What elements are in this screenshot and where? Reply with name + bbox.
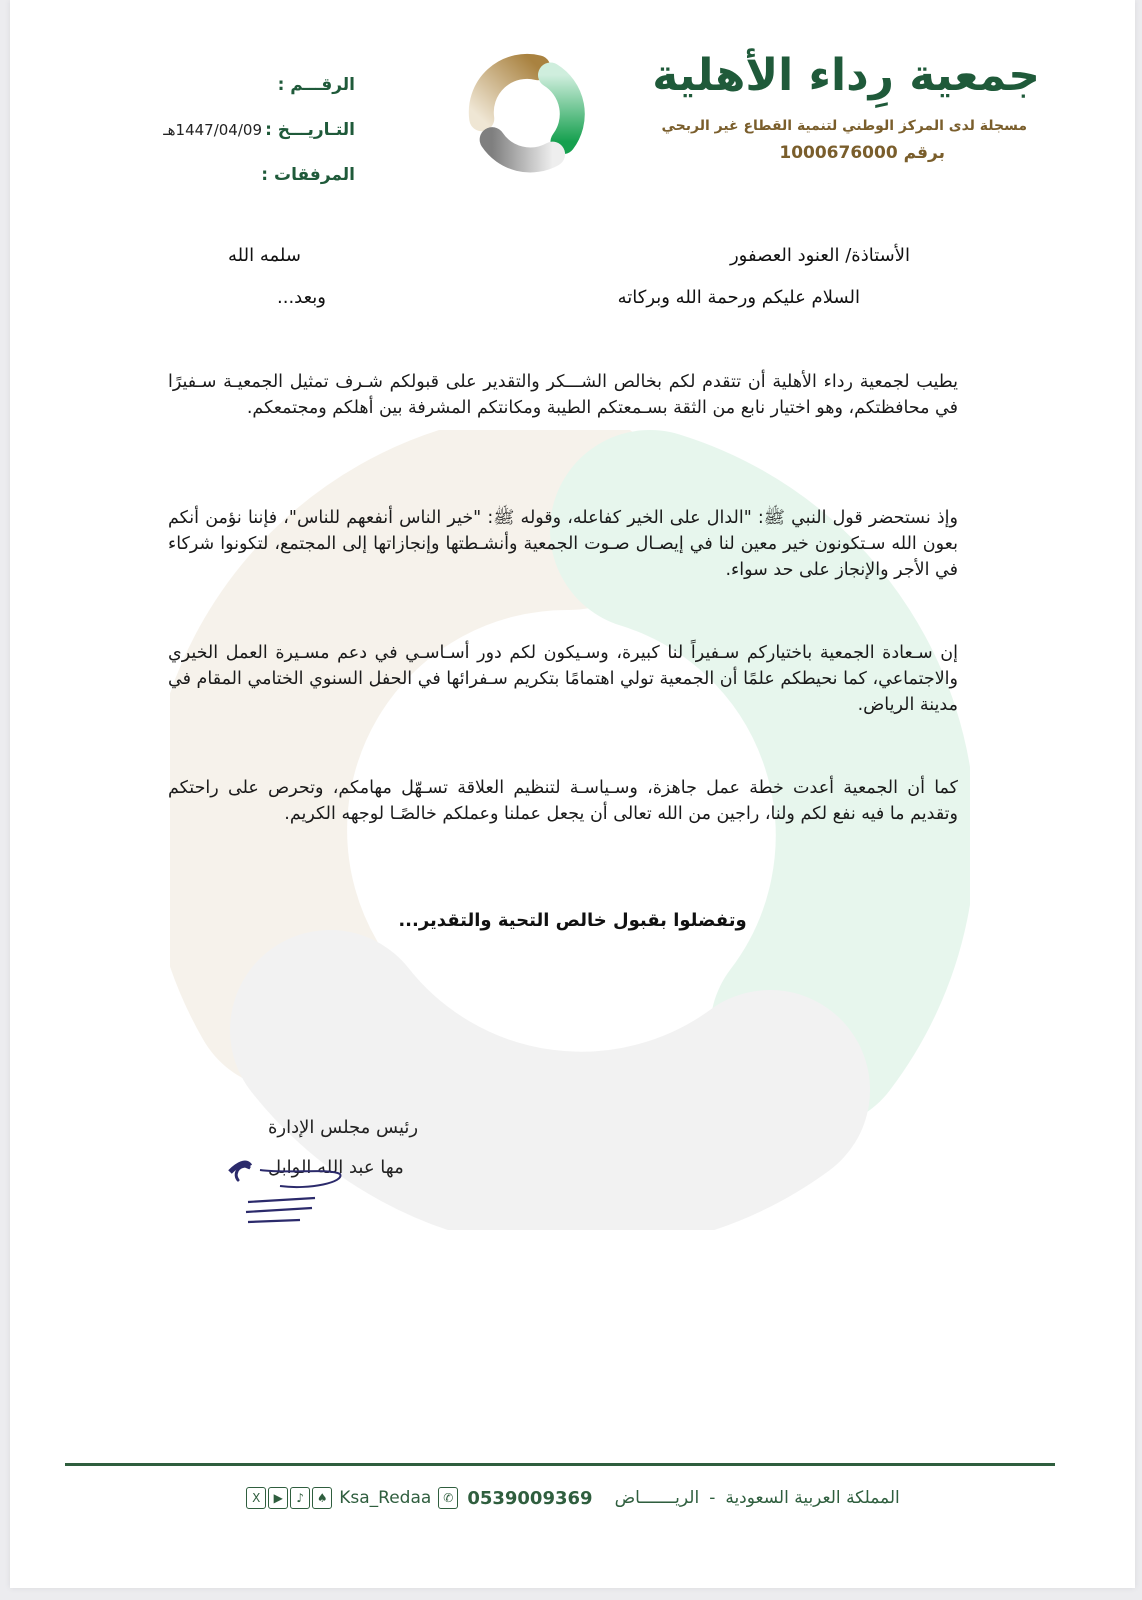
- paragraph-4: كما أن الجمعية أعدت خطة عمل جاهزة، وسـياسـة لتنظيم العلاقة تسـهّل مهامكم، وتحرص على راحتكم وتقديم ما فيه نفع لكم ولنا، راجين من الله تعالى أن يجعل عملنا وعملكم خالصًـا لوجهه الكريم.: [168, 778, 958, 824]
- organization-logo-icon: [463, 50, 588, 175]
- meta-date-value: 1447/04/09هـ: [163, 120, 262, 139]
- whatsapp-icon[interactable]: ✆: [438, 1487, 458, 1509]
- youtube-icon[interactable]: ▶: [268, 1487, 288, 1509]
- paragraph-2: وإذ نستحضر قول النبي ﷺ: "الدال على الخير كفاعله، وقوله ﷺ: "خير الناس أنفعهم للناس"، فإننا نؤمن أنكم بعون الله سـتكونون خير معين لنا في إيصـال صـوت الجمعية وأنشـطتها وإنجازاتها إلى المجتمع، لتكونوا شركاء في الأجر والإنجاز على حد سواء.: [168, 508, 958, 580]
- letter-page: [10, 0, 1135, 1588]
- meta-date: [115, 107, 355, 152]
- organization-name: جمعية رِداء الأهلية: [652, 50, 1040, 101]
- after-greeting: وبعد...: [277, 287, 326, 308]
- meta-attachments: [115, 152, 355, 197]
- footer-city: الريـــــــاض: [614, 1488, 700, 1508]
- meta-date-label: التـاريـــخ :: [265, 119, 355, 140]
- footer-contact: [10, 1487, 1135, 1509]
- closing-line: وتفضلوا بقبول خالص التحية والتقدير...: [398, 910, 747, 931]
- meta-number: [115, 62, 355, 107]
- footer-social-handle[interactable]: Ksa_Redaa: [339, 1488, 432, 1508]
- footer-country: المملكة العربية السعودية: [725, 1488, 900, 1508]
- handwritten-signature-icon: [220, 1150, 360, 1235]
- recipient-name: الأستاذة/ العنود العصفور: [729, 245, 910, 266]
- paragraph-3: إن سـعادة الجمعية باختياركم سـفيراً لنا كبيرة، وسـيكون لكم دور أسـاسـي في دعم مسـيرة العمل الخيري والاجتماعي، كما نحيطكم علمًا أن الجمعية تولي اهتمامًا بتكريم سـفرائها في الحفل السنوي الختامي المقام في مدينة الرياض.: [168, 643, 958, 715]
- snapchat-icon[interactable]: ♠: [312, 1487, 332, 1509]
- paragraph-1: يطيب لجمعية رداء الأهلية أن تتقدم لكم بخالص الشـــكر والتقدير على قبولكم شـرف تمثيل الجمعيـة سـفيرًا في محافظتكم، وهو اختيار نابع من الثقة بسـمعتكم الطيبة ومكانتكم المشرفة بين أهلكم ومجتمعكم.: [168, 372, 958, 418]
- x-icon[interactable]: X: [246, 1487, 266, 1509]
- meta-attachments-label: المرفقات :: [261, 164, 355, 185]
- registration-number: برقم 1000676000: [779, 143, 945, 163]
- organization-subtitle: مسجلة لدى المركز الوطني لتنمية القطاع غير الربحي: [661, 118, 1027, 134]
- footer-separator: -: [709, 1488, 716, 1508]
- footer-phone[interactable]: 0539009369: [467, 1487, 593, 1509]
- recipient-salutation: سلمه الله: [228, 245, 301, 266]
- signatory-name: مها عبد الله الوابل: [268, 1157, 404, 1178]
- greeting: السلام عليكم ورحمة الله وبركاته: [617, 287, 860, 308]
- meta-number-label: الرقـــم :: [277, 74, 355, 95]
- footer-divider: [65, 1463, 1055, 1466]
- letter-meta: [115, 62, 355, 197]
- tiktok-icon[interactable]: ♪: [290, 1487, 310, 1509]
- signatory-title: رئيس مجلس الإدارة: [268, 1117, 419, 1138]
